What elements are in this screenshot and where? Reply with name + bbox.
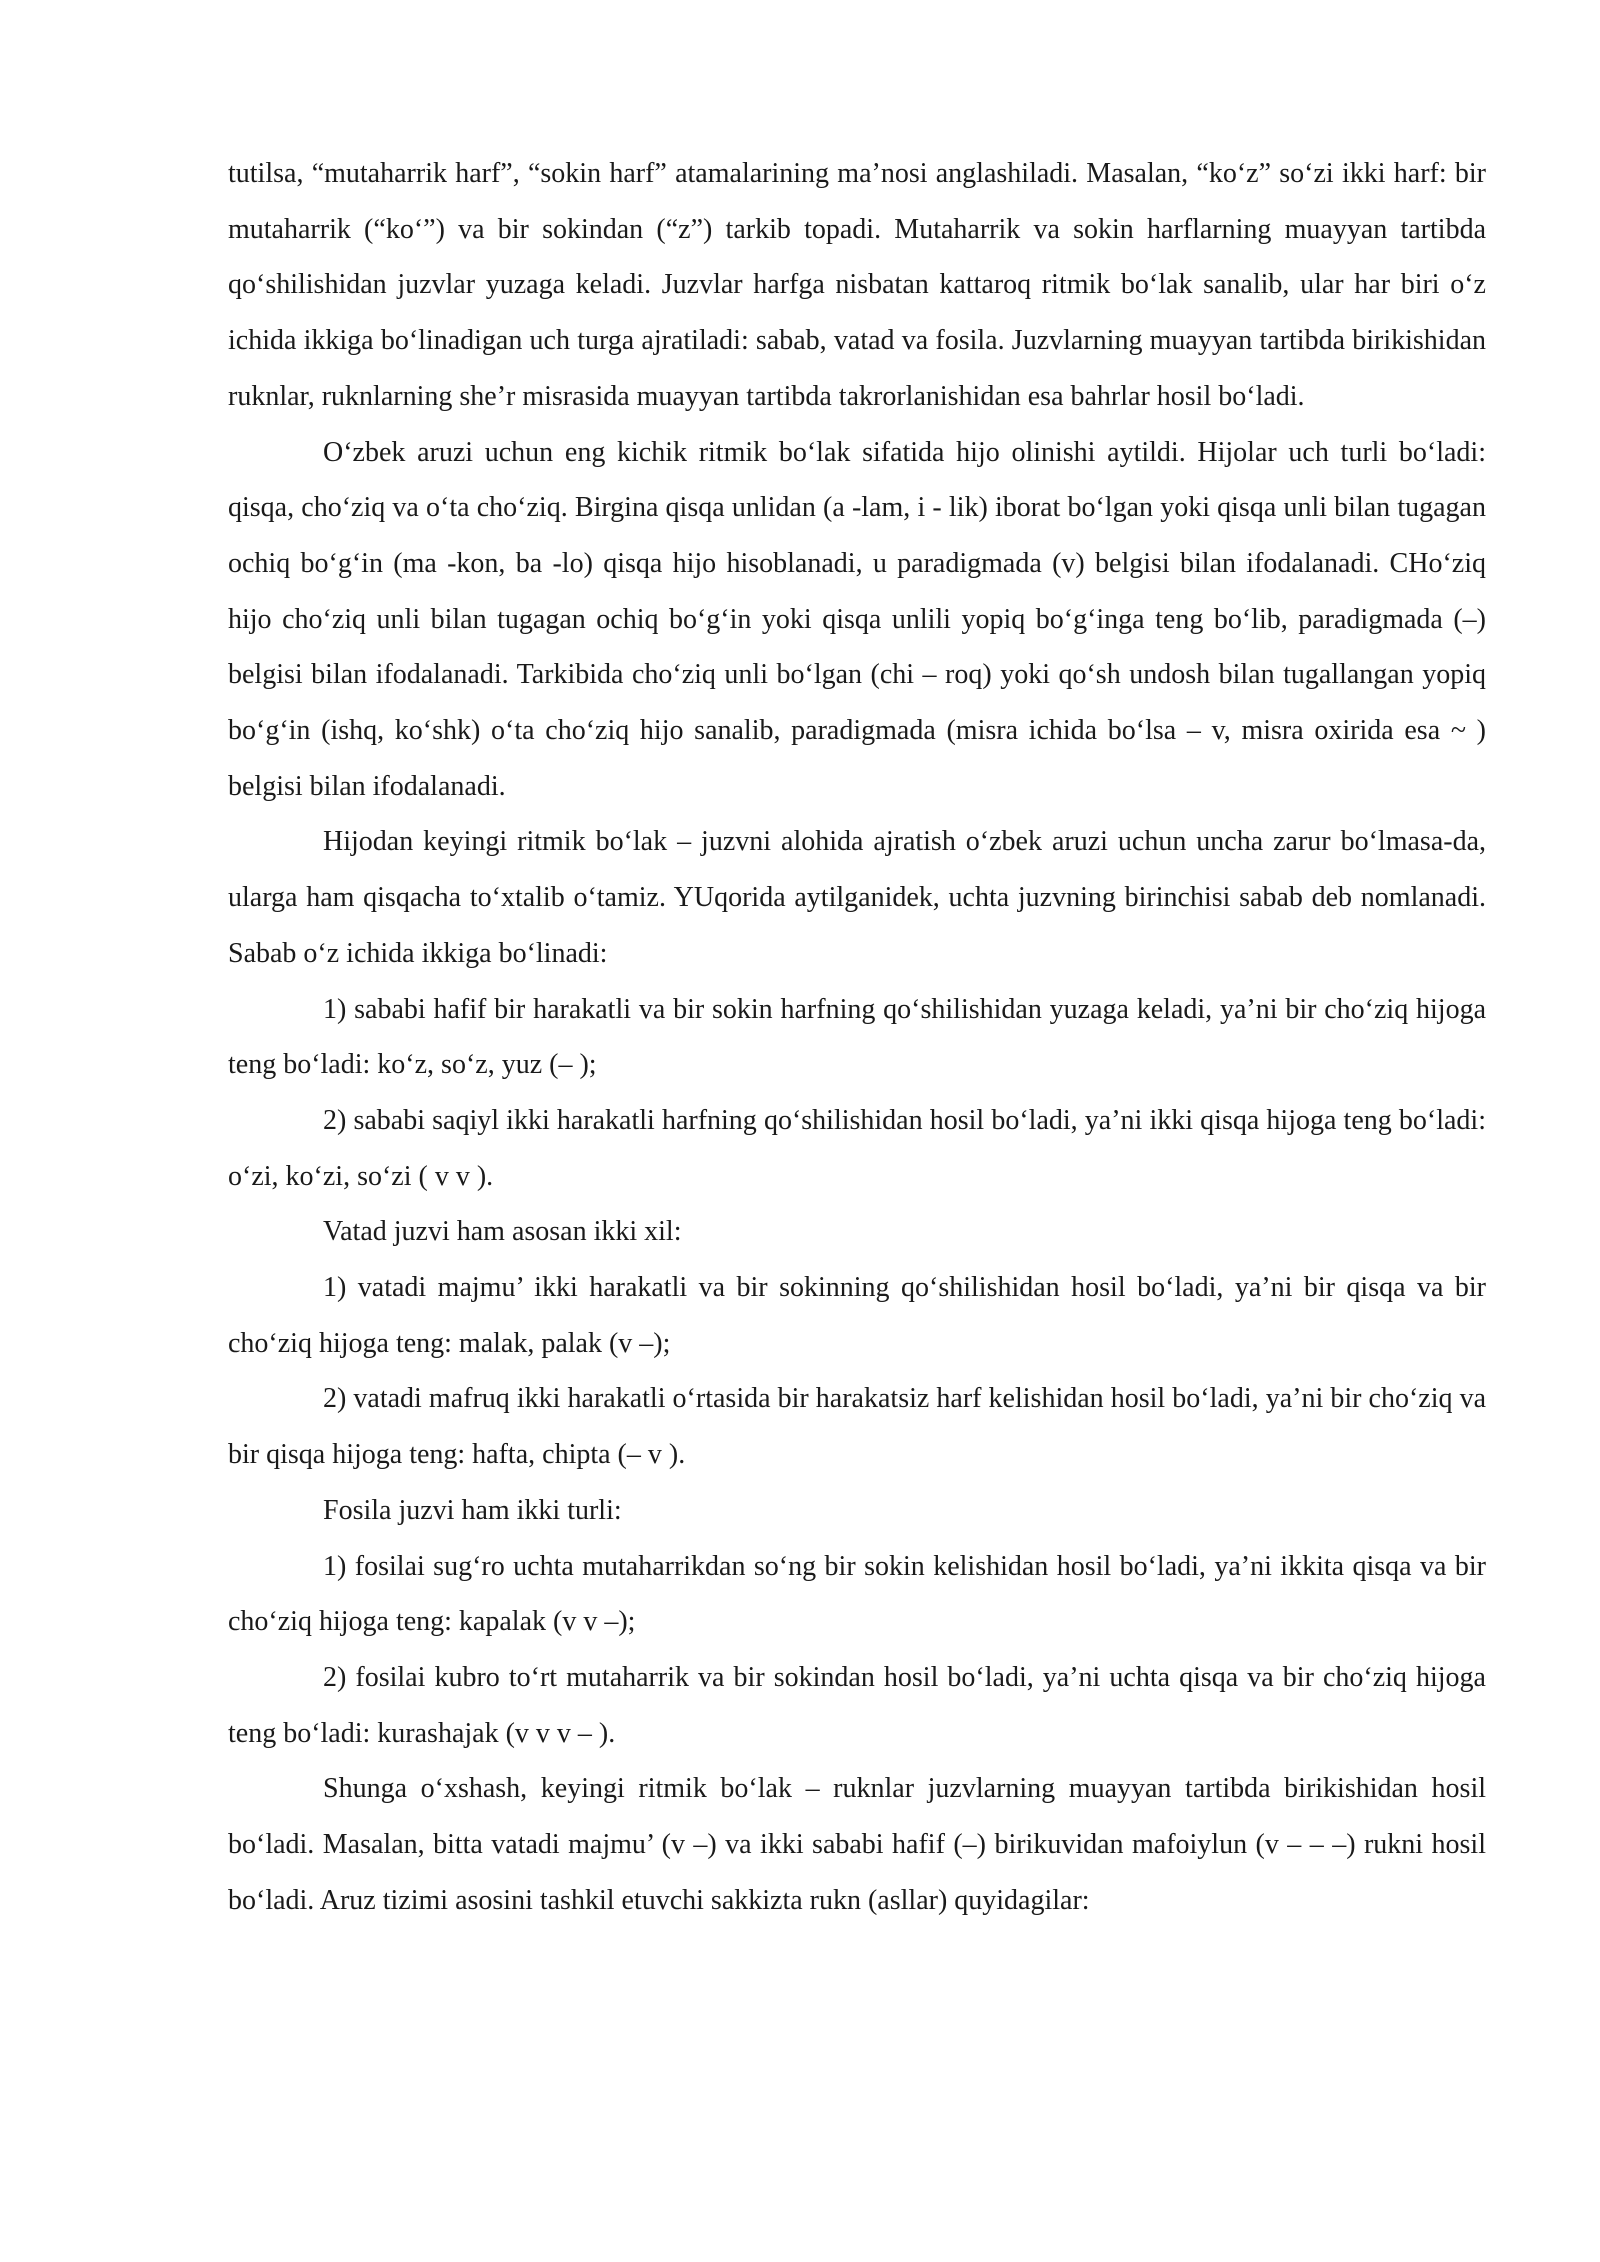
paragraph-8: 2) vatadi mafruq ikki harakatli o‘rtasida bir harakatsiz harf kelishidan hosil bo‘ladi, ya’ni bir cho‘ziq va bir qisqa hijoga teng: hafta, chipta (– v ). xyxy=(228,1383,1486,1471)
paragraph-4: 1) sababi hafif bir harakatli va bir sokin harfning qo‘shilishidan yuzaga keladi, ya’ni bir cho‘ziq hijoga teng bo‘ladi: ko‘z, so‘z, yuz (– ); xyxy=(228,993,1486,1081)
paragraph-3: Hijodan keyingi ritmik bo‘lak – juzvni alohida ajratish o‘zbek aruzi uchun uncha zarur bo‘lmasa-da, ularga ham qisqacha to‘xtalib o‘tamiz. YUqorida aytilganidek, uchta juzvning birinchisi sabab deb nomlanadi. Sabab o‘z ichida ikkiga bo‘linadi: xyxy=(228,826,1486,969)
paragraph-12: Shunga o‘xshash, keyingi ritmik bo‘lak – ruknlar juzvlarning muayyan tartibda birikishidan hosil bo‘ladi. Masalan, bitta vatadi majmu’ (v –) va ikki sababi hafif (–) birikuvidan mafoiylun (v – – –) rukni hosil bo‘ladi. Aruz tizimi asosini tashkil etuvchi sakkizta rukn (asllar) quyidagilar: xyxy=(228,1773,1486,1916)
paragraph-7: 1) vatadi majmu’ ikki harakatli va bir sokinning qo‘shilishidan hosil bo‘ladi, ya’ni bir qisqa va bir cho‘ziq hijoga teng: malak, palak (v –); xyxy=(228,1272,1486,1359)
paragraph-5: 2) sababi saqiyl ikki harakatli harfning qo‘shilishidan hosil bo‘ladi, ya’ni ikki qisqa hijoga teng bo‘ladi: o‘zi, ko‘zi, so‘zi ( v v ). xyxy=(228,1104,1486,1192)
paragraph-1: tutilsa, “mutaharrik harf”, “sokin harf” atamalarining ma’nosi anglashiladi. Masalan, “ko‘z” so‘zi ikki harf: bir mutaharrik (“ko‘”) va bir sokindan (“z”) tarkib topadi. Mutaharrik va sokin harflarning muayyan tartibda qo‘shilishidan juzvlar yuzaga keladi. Juzvlar harfga nisbatan kattaroq ritmik bo‘lak sanalib, ular har biri o‘z ichida ikkiga bo‘linadigan uch turga ajratiladi: sabab, vatad va fosila. Juzvlarning muayyan tartibda birikishidan ruknlar, ruknlarning she’r misrasida muayyan tartibda takrorlanishidan esa bahrlar hosil bo‘ladi. xyxy=(228,158,1486,412)
paragraph-11: 2) fosilai kubro to‘rt mutaharrik va bir sokindan hosil bo‘ladi, ya’ni uchta qisqa va bir cho‘ziq hijoga teng bo‘ladi: kurashajak (v v v – ). xyxy=(228,1661,1486,1749)
paragraph-9: Fosila juzvi ham ikki turli: xyxy=(323,1494,622,1526)
paragraph-10: 1) fosilai sug‘ro uchta mutaharrikdan so‘ng bir sokin kelishidan hosil bo‘ladi, ya’ni ikkita qisqa va bir cho‘ziq hijoga teng: kapalak (v v –); xyxy=(228,1550,1486,1638)
paragraph-6: Vatad juzvi ham asosan ikki xil: xyxy=(323,1216,682,1248)
document-page xyxy=(228,146,1486,1929)
paragraph-2: O‘zbek aruzi uchun eng kichik ritmik bo‘lak sifatida hijo olinishi aytildi. Hijolar uch turli bo‘ladi: qisqa, cho‘ziq va o‘ta cho‘ziq. Birgina qisqa unlidan (a -lam, i - lik) iborat bo‘lgan yoki qisqa unli bilan tugagan ochiq bo‘g‘in (ma -kon, ba -lo) qisqa hijo hisoblanadi, u paradigmada (v) belgisi bilan ifodalanadi. CHo‘ziq hijo cho‘ziq unli bilan tugagan ochiq bo‘g‘in yoki qisqa unlili yopiq bo‘g‘inga teng bo‘lib, paradigmada (–) belgisi bilan ifodalanadi. Tarkibida cho‘ziq unli bo‘lgan (chi – roq) yoki qo‘sh undosh bilan tugallangan yopiq bo‘g‘in (ishq, ko‘shk) o‘ta cho‘ziq hijo sanalib, paradigmada (misra ichida bo‘lsa – v, misra oxirida esa ~ ) belgisi bilan ifodalanadi. xyxy=(228,436,1486,802)
